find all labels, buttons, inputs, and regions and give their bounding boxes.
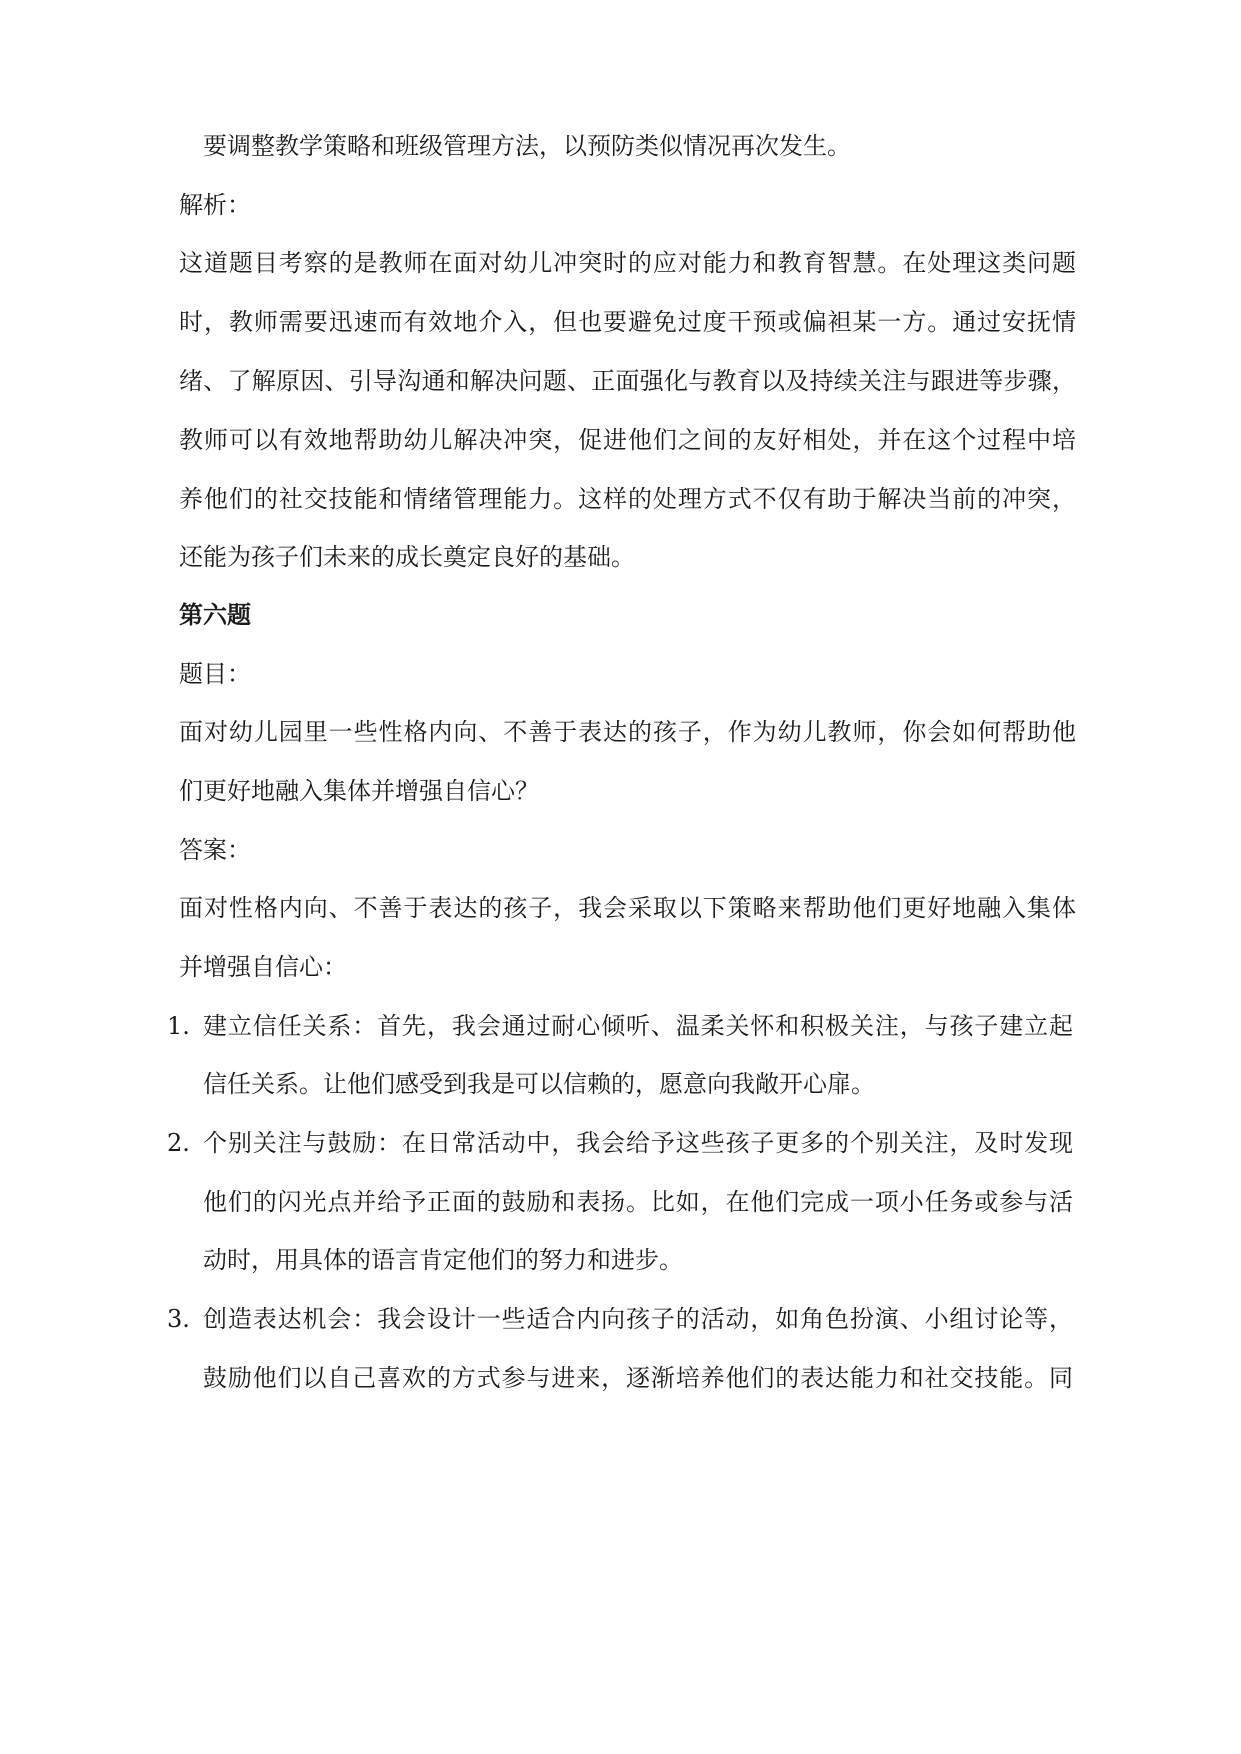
list-item-line: 建立信任关系：首先，我会通过耐心倾听、温柔关怀和积极关注，与孩子建立起 (203, 1012, 1073, 1040)
section-heading: 第六题 (179, 601, 251, 629)
answer-intro-line: 面对性格内向、不善于表达的孩子，我会采取以下策略来帮助他们更好地融入集体 (179, 894, 1076, 922)
question-label: 题目： (179, 660, 251, 688)
analysis-label: 解析： (179, 191, 251, 219)
list-item-line: 动时，用具体的语言肯定他们的努力和进步。 (203, 1246, 683, 1274)
analysis-line: 教师可以有效地帮助幼儿解决冲突，促进他们之间的友好相处，并在这个过程中培 (179, 426, 1076, 454)
list-item-line: 信任关系。让他们感受到我是可以信赖的，愿意向我敞开心扉。 (203, 1070, 875, 1098)
analysis-line: 养他们的社交技能和情绪管理能力。这样的处理方式不仅有助于解决当前的冲突， (179, 485, 1076, 513)
intro-tail-line: 要调整教学策略和班级管理方法，以预防类似情况再次发生。 (203, 132, 851, 160)
list-item-number: 1. (167, 1012, 190, 1040)
list-item-line: 鼓励他们以自己喜欢的方式参与进来，逐渐培养他们的表达能力和社交技能。同 (203, 1364, 1073, 1392)
question-line: 们更好地融入集体并增强自信心？ (179, 777, 539, 805)
analysis-line: 还能为孩子们未来的成长奠定良好的基础。 (179, 543, 635, 571)
analysis-line: 这道题目考察的是教师在面对幼儿冲突时的应对能力和教育智慧。在处理这类问题 (179, 249, 1076, 277)
question-line: 面对幼儿园里一些性格内向、不善于表达的孩子，作为幼儿教师，你会如何帮助他 (179, 718, 1076, 746)
analysis-line: 时，教师需要迅速而有效地介入，但也要避免过度干预或偏袒某一方。通过安抚情 (179, 308, 1076, 336)
answer-intro-line: 并增强自信心： (179, 953, 347, 981)
list-item-number: 3. (167, 1305, 190, 1333)
answer-label: 答案： (179, 836, 251, 864)
list-item-line: 个别关注与鼓励：在日常活动中，我会给予这些孩子更多的个别关注，及时发现 (203, 1129, 1073, 1157)
analysis-line: 绪、了解原因、引导沟通和解决问题、正面强化与教育以及持续关注与跟进等步骤， (179, 367, 1076, 395)
list-item-line: 创造表达机会：我会设计一些适合内向孩子的活动，如角色扮演、小组讨论等， (203, 1305, 1073, 1333)
list-item-number: 2. (167, 1129, 190, 1157)
list-item-line: 他们的闪光点并给予正面的鼓励和表扬。比如，在他们完成一项小任务或参与活 (203, 1188, 1073, 1216)
